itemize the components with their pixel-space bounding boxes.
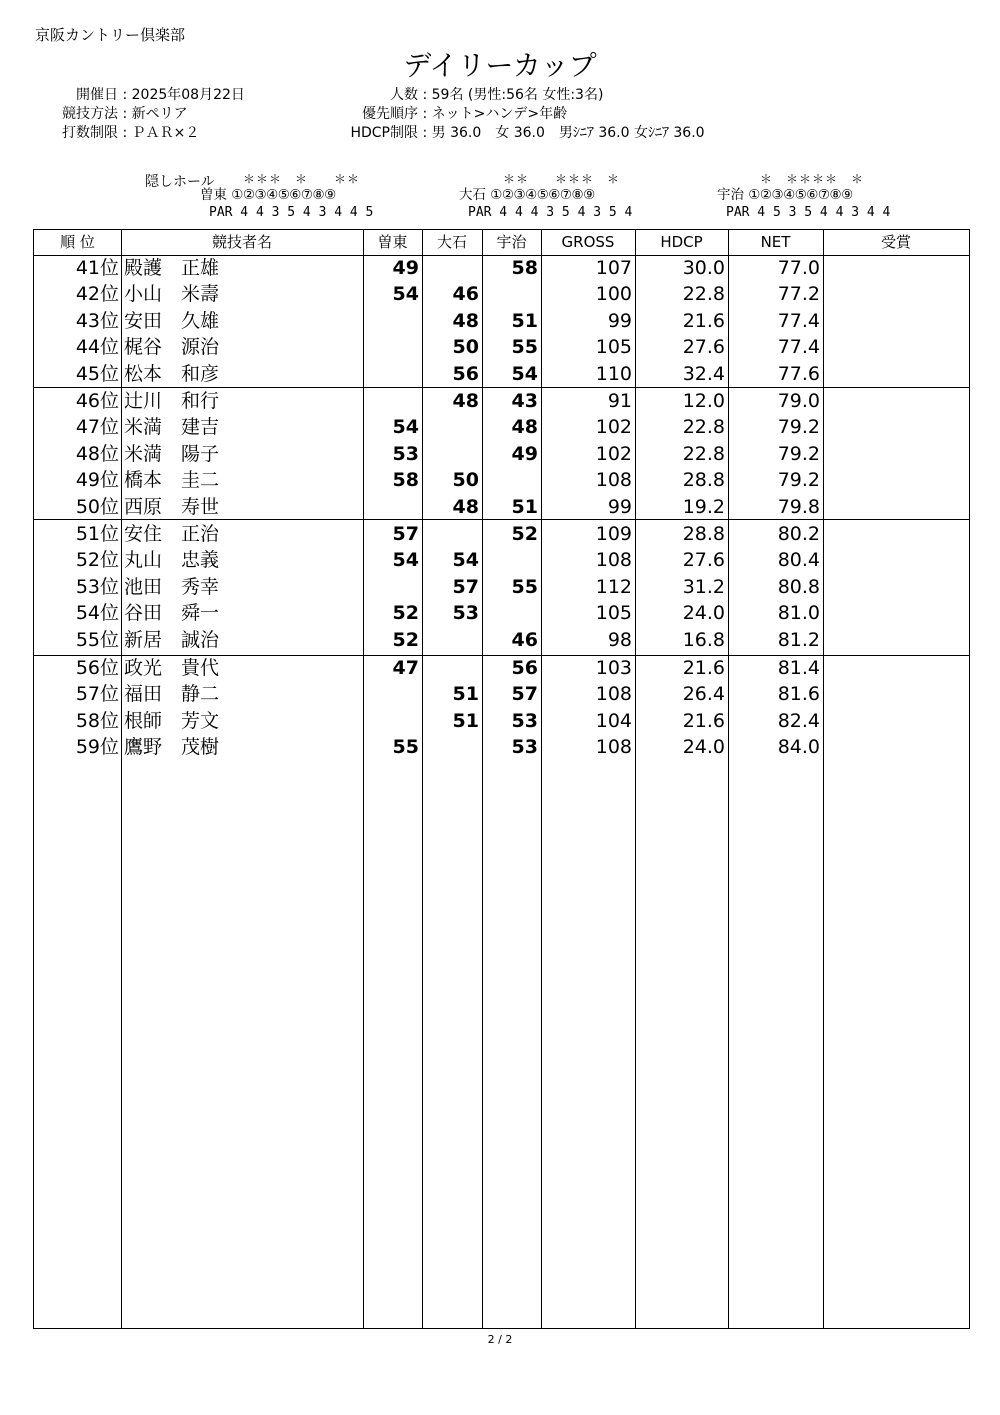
- header-award: 受賞: [880, 233, 911, 251]
- table-row: [34, 334, 969, 360]
- cell-uji: 43: [511, 390, 538, 412]
- cell-oishi: 50: [452, 469, 479, 492]
- cell-hdcp: 21.6: [682, 309, 725, 332]
- header-name: 競技者名: [211, 233, 272, 251]
- cell-gross: 99: [607, 495, 632, 518]
- info-value: ネット>ハンデ>年齢: [431, 106, 568, 122]
- course-par-uji: PAR 4 5 3 5 4 4 3 4 4: [726, 205, 891, 220]
- cell-uji: 53: [511, 709, 538, 732]
- cell-uji: 55: [511, 336, 538, 359]
- cell-gross: 99: [607, 309, 632, 332]
- cell-hdcp: 22.8: [682, 283, 725, 306]
- cell-uji: 57: [511, 683, 538, 706]
- cell-hdcp: 28.8: [682, 523, 725, 545]
- cell-rank: 45位: [75, 362, 119, 385]
- cell-gross: 104: [595, 709, 632, 732]
- cell-gross: 100: [595, 283, 632, 306]
- info-hdcp-limit: HDCP制限 : 男 36.0 女 36.0 男ｼﾆｱ 36.0 女ｼﾆｱ 36.0: [300, 124, 705, 143]
- table-row: [34, 547, 969, 573]
- cell-rank: 51位: [75, 523, 119, 545]
- cell-hdcp: 22.8: [682, 442, 725, 465]
- cell-net: 81.6: [777, 683, 820, 706]
- cell-net: 84.0: [777, 736, 820, 759]
- cell-sotou: 54: [392, 549, 419, 572]
- hidden-stars-sotou: ＊＊＊ ＊ ＊＊: [243, 172, 361, 186]
- cell-net: 79.2: [777, 442, 820, 465]
- cell-sotou: 58: [392, 469, 419, 492]
- cell-rank: 41位: [75, 257, 119, 279]
- info-method: 競技方法 : 新ペリア: [40, 105, 245, 124]
- cell-name: 米満 陽子: [124, 442, 220, 465]
- info-label: 打数制限: [62, 125, 118, 141]
- cell-name: 小山 米壽: [124, 283, 220, 306]
- cell-net: 79.2: [777, 416, 820, 439]
- cell-oishi: 48: [452, 309, 479, 332]
- cell-net: 81.2: [777, 628, 820, 651]
- cell-gross: 108: [595, 469, 632, 492]
- course-holes-oishi: [459, 188, 595, 203]
- cell-rank: 55位: [75, 628, 119, 651]
- cell-hdcp: 30.0: [682, 257, 725, 279]
- cell-name: 梶谷 源治: [124, 336, 220, 359]
- table-row: [34, 574, 969, 600]
- cell-rank: 58位: [75, 709, 119, 732]
- cell-net: 79.0: [777, 390, 820, 412]
- table-row: [34, 521, 969, 547]
- cell-sotou: 47: [392, 657, 419, 679]
- course-name: 大石: [459, 187, 486, 203]
- info-value: 59名 (男性:56名 女性:3名): [431, 87, 604, 103]
- cell-uji: 53: [511, 736, 538, 759]
- cell-rank: 52位: [75, 549, 119, 572]
- cell-name: 辻川 和行: [124, 390, 220, 412]
- cell-name: 池田 秀幸: [124, 575, 220, 598]
- hole-numbers: ①②③④⑤⑥⑦⑧⑨: [748, 187, 853, 203]
- header-gross: GROSS: [561, 233, 615, 251]
- hidden-stars-oishi: ＊＊ ＊＊＊ ＊: [503, 172, 621, 186]
- cell-rank: 56位: [75, 657, 119, 679]
- cell-rank: 49位: [75, 469, 119, 492]
- cell-name: 丸山 忠義: [124, 549, 220, 572]
- cell-sotou: 49: [392, 257, 419, 279]
- info-value: ＰＡＲ×２: [131, 125, 200, 141]
- table-row: [34, 414, 969, 440]
- cell-net: 77.6: [777, 362, 820, 385]
- club-name: 京阪カントリー倶楽部: [35, 26, 186, 44]
- cell-uji: 56: [511, 657, 538, 679]
- info-count: 人数 : 59名 (男性:56名 女性:3名): [300, 86, 705, 105]
- cell-net: 79.2: [777, 469, 820, 492]
- header-rank: 順 位: [60, 233, 95, 251]
- cell-oishi: 50: [452, 336, 479, 359]
- cell-gross: 102: [595, 416, 632, 439]
- cell-name: 鷹野 茂樹: [124, 736, 220, 759]
- cell-rank: 43位: [75, 309, 119, 332]
- table-row: [34, 681, 969, 707]
- cell-gross: 98: [607, 628, 632, 651]
- info-value: 男 36.0 女 36.0 男ｼﾆｱ 36.0 女ｼﾆｱ 36.0: [431, 125, 705, 141]
- cell-hdcp: 19.2: [682, 495, 725, 518]
- table-row: [34, 655, 969, 681]
- cell-oishi: 46: [452, 283, 479, 306]
- cell-sotou: 52: [392, 628, 419, 651]
- course-holes-uji: [717, 188, 853, 203]
- cell-rank: 46位: [75, 390, 119, 412]
- cell-net: 81.0: [777, 602, 820, 625]
- results-table: [33, 229, 970, 1329]
- info-left: [40, 86, 245, 143]
- info-label: 競技方法: [62, 106, 118, 122]
- cell-hdcp: 31.2: [682, 575, 725, 598]
- table-row: [34, 255, 969, 281]
- header-sotou: 曽東: [377, 233, 408, 251]
- info-label: 開催日: [76, 87, 118, 103]
- header-uji: 宇治: [496, 233, 527, 251]
- table-row: [34, 388, 969, 414]
- cell-uji: 58: [511, 257, 538, 279]
- cell-gross: 91: [607, 390, 632, 412]
- cell-rank: 53位: [75, 575, 119, 598]
- cell-name: 福田 静二: [124, 683, 220, 706]
- table-row: [34, 600, 969, 626]
- cell-hdcp: 24.0: [682, 736, 725, 759]
- cell-name: 松本 和彦: [124, 362, 220, 385]
- cell-net: 77.2: [777, 283, 820, 306]
- cell-hdcp: 28.8: [682, 469, 725, 492]
- table-row: [34, 361, 969, 387]
- table-row: [34, 467, 969, 493]
- info-priority: 優先順序 : ネット>ハンデ>年齢: [300, 105, 705, 124]
- info-value: 2025年08月22日: [131, 87, 245, 103]
- cell-uji: 51: [511, 309, 538, 332]
- cell-hdcp: 32.4: [682, 362, 725, 385]
- cell-oishi: 56: [452, 362, 479, 385]
- cell-sotou: 52: [392, 602, 419, 625]
- cell-name: 政光 貴代: [124, 657, 220, 679]
- cell-gross: 110: [595, 362, 632, 385]
- cell-gross: 105: [595, 602, 632, 625]
- cell-rank: 44位: [75, 336, 119, 359]
- cell-gross: 103: [595, 657, 632, 679]
- cell-net: 81.4: [777, 657, 820, 679]
- cell-hdcp: 21.6: [682, 657, 725, 679]
- cell-uji: 51: [511, 495, 538, 518]
- cell-name: 安田 久雄: [124, 309, 220, 332]
- cell-uji: 55: [511, 575, 538, 598]
- hole-numbers: ①②③④⑤⑥⑦⑧⑨: [231, 187, 336, 203]
- cell-name: 新居 誠治: [124, 628, 220, 651]
- cell-rank: 50位: [75, 495, 119, 518]
- cell-name: 橋本 圭二: [124, 469, 220, 492]
- cell-name: 殿護 正雄: [124, 257, 220, 279]
- cell-net: 80.2: [777, 523, 820, 545]
- cell-name: 谷田 舜一: [124, 602, 220, 625]
- info-date: 開催日 : 2025年08月22日: [40, 86, 245, 105]
- table-row: [34, 281, 969, 307]
- hidden-hole-label: 隠しホール: [145, 174, 215, 190]
- cell-rank: 54位: [75, 602, 119, 625]
- cell-oishi: 48: [452, 495, 479, 518]
- cell-net: 82.4: [777, 709, 820, 732]
- page-title: デイリーカップ: [403, 49, 597, 82]
- table-row: [34, 627, 969, 653]
- cell-name: 米満 建吉: [124, 416, 220, 439]
- cell-oishi: 57: [452, 575, 479, 598]
- header-oishi: 大石: [436, 233, 467, 251]
- cell-gross: 109: [595, 523, 632, 545]
- cell-uji: 49: [511, 442, 538, 465]
- hidden-stars-uji: ＊ ＊＊＊＊ ＊: [760, 172, 865, 186]
- cell-hdcp: 16.8: [682, 628, 725, 651]
- cell-uji: 48: [511, 416, 538, 439]
- cell-uji: 52: [511, 523, 538, 545]
- cell-sotou: 57: [392, 523, 419, 545]
- cell-sotou: 55: [392, 736, 419, 759]
- info-value: 新ペリア: [131, 106, 188, 122]
- cell-oishi: 51: [452, 683, 479, 706]
- cell-rank: 48位: [75, 442, 119, 465]
- cell-hdcp: 27.6: [682, 336, 725, 359]
- cell-net: 77.4: [777, 336, 820, 359]
- course-name: 曽東: [200, 187, 227, 203]
- cell-rank: 57位: [75, 683, 119, 706]
- cell-hdcp: 27.6: [682, 549, 725, 572]
- cell-gross: 102: [595, 442, 632, 465]
- table-row: [34, 734, 969, 760]
- table-row: [34, 494, 969, 520]
- cell-oishi: 51: [452, 709, 479, 732]
- cell-net: 77.0: [777, 257, 820, 279]
- header-hdcp: HDCP: [660, 233, 703, 251]
- info-mid: [300, 86, 705, 143]
- cell-gross: 105: [595, 336, 632, 359]
- cell-gross: 108: [595, 736, 632, 759]
- info-label: 優先順序: [362, 106, 418, 122]
- cell-oishi: 48: [452, 390, 479, 412]
- cell-gross: 108: [595, 683, 632, 706]
- cell-net: 77.4: [777, 309, 820, 332]
- cell-gross: 112: [595, 575, 632, 598]
- header-net: NET: [760, 233, 791, 251]
- cell-rank: 47位: [75, 416, 119, 439]
- cell-oishi: 54: [452, 549, 479, 572]
- info-limit: 打数制限 : ＰＡＲ×２: [40, 124, 245, 143]
- cell-name: 根師 芳文: [124, 709, 220, 732]
- course-name: 宇治: [717, 187, 744, 203]
- info-label: HDCP制限: [350, 125, 418, 141]
- cell-oishi: 53: [452, 602, 479, 625]
- cell-hdcp: 12.0: [682, 390, 725, 412]
- cell-net: 80.8: [777, 575, 820, 598]
- cell-hdcp: 21.6: [682, 709, 725, 732]
- table-row: [34, 708, 969, 734]
- course-par-sotou: PAR 4 4 3 5 4 3 4 4 5: [209, 205, 374, 220]
- cell-hdcp: 26.4: [682, 683, 725, 706]
- table-row: [34, 308, 969, 334]
- table-row: [34, 441, 969, 467]
- course-holes-sotou: [200, 188, 336, 203]
- cell-sotou: 54: [392, 283, 419, 306]
- cell-hdcp: 22.8: [682, 416, 725, 439]
- cell-hdcp: 24.0: [682, 602, 725, 625]
- info-label: 人数: [390, 87, 418, 103]
- cell-rank: 59位: [75, 736, 119, 759]
- cell-net: 79.8: [777, 495, 820, 518]
- page-number: 2 / 2: [487, 1333, 513, 1346]
- hole-numbers: ①②③④⑤⑥⑦⑧⑨: [490, 187, 595, 203]
- cell-rank: 42位: [75, 283, 119, 306]
- cell-gross: 107: [595, 257, 632, 279]
- cell-sotou: 54: [392, 416, 419, 439]
- cell-name: 安住 正治: [124, 523, 220, 545]
- cell-sotou: 53: [392, 442, 419, 465]
- cell-uji: 54: [511, 362, 538, 385]
- cell-net: 80.4: [777, 549, 820, 572]
- course-par-oishi: PAR 4 4 4 3 5 4 3 5 4: [468, 205, 633, 220]
- cell-name: 西原 寿世: [124, 495, 220, 518]
- cell-gross: 108: [595, 549, 632, 572]
- cell-uji: 46: [511, 628, 538, 651]
